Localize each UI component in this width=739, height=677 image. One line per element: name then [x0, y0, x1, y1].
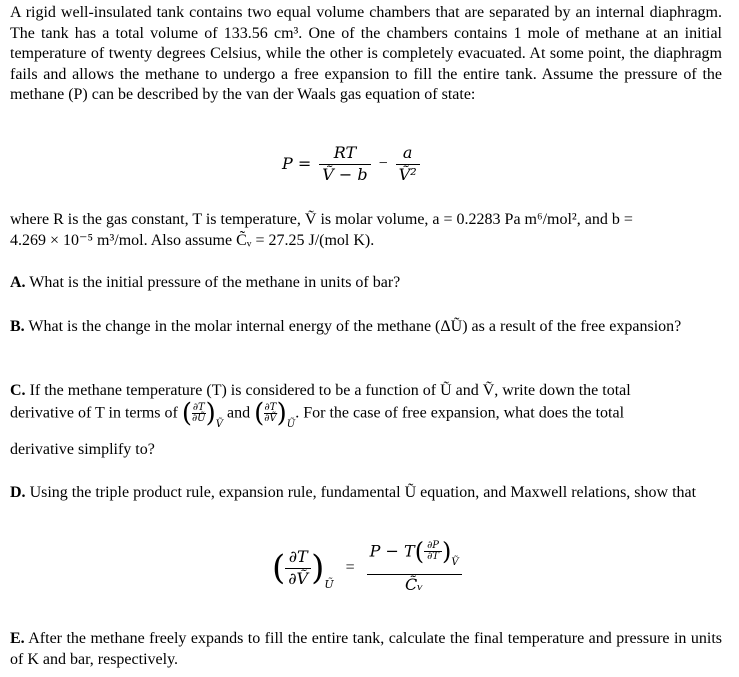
question-c-line-2: [10, 398, 722, 437]
d2-num: ∂T: [264, 402, 277, 413]
question-e-label: E.: [10, 630, 25, 647]
paren-open-2: (: [254, 398, 265, 429]
intro-paragraph: A rigid well-insulated tank contains two equal volume chambers that are separated by an internal diaphragm. The tank has a total volume of 133.56 cm³. One of the chambers contains 1 mole of methane at an initial temperature of twenty degrees Celsius, while the other is completely evacuated. At some point, the diaphragm fails and allows the methane to undergo a free expansion to fill the entire tank. Assume the pressure of the methane (P) can be described by the van der Waals gas equation of state:: [10, 4, 722, 103]
lhs-fraction: [285, 547, 311, 589]
d2-sub: Ũ: [286, 419, 296, 431]
question-c-post: . For the case of free expansion, what does the total: [295, 404, 625, 422]
question-e-text: After the methane freely expands to fill the entire tank, calculate the final temperature and pressure in units of K and bar, respectively.: [10, 630, 722, 668]
d2-den: ∂Ṽ: [264, 413, 277, 424]
d1-den: ∂Ũ: [191, 413, 206, 424]
rhs-num-a: P − T: [369, 541, 415, 561]
vdw-fraction-2: [396, 143, 420, 185]
question-e: [10, 629, 722, 670]
vdw-minus: −: [378, 154, 388, 172]
paren-open-1: (: [181, 398, 192, 429]
paren-close-2: ): [276, 398, 287, 429]
vdw-lhs: P =: [282, 153, 312, 173]
question-c-pre: derivative of T in terms of: [10, 404, 178, 422]
rhs-inner-num: ∂P: [427, 540, 439, 551]
question-a-text: What is the initial pressure of the methane in units of bar?: [29, 274, 401, 291]
question-a-label: A.: [10, 274, 26, 291]
joule-coefficient-equation: [272, 537, 462, 611]
rhs-fraction: [367, 537, 462, 595]
question-c-and: and: [226, 404, 251, 422]
question-a: [10, 273, 722, 294]
where-line-2: 4.269 × 10⁻⁵ m³/mol. Also assume C̃ᵥ = 27.25 J/(mol K).: [10, 232, 375, 249]
rhs-numerator: [367, 537, 462, 574]
question-d: [10, 483, 722, 504]
partial-t-v: [264, 403, 276, 424]
rhs-denominator: C̃ᵥ: [367, 574, 462, 596]
equation-equals: =: [345, 558, 355, 576]
question-b-label: B.: [10, 318, 25, 335]
question-d-label: D.: [10, 484, 26, 501]
question-b-text: What is the change in the molar internal energy of the methane (ΔŨ) as a result of the free expansion?: [28, 318, 682, 335]
rhs-inner-sub: Ṽ: [451, 557, 459, 569]
vdw-den2: Ṽ²: [396, 164, 420, 186]
vdw-equation: [282, 143, 420, 185]
lhs-den: ∂Ṽ: [285, 568, 311, 590]
d1-num: ∂T: [192, 402, 205, 413]
vdw-num1: RT: [333, 143, 357, 162]
rhs-paren-close: ): [441, 537, 452, 566]
partial-p-t: [424, 541, 442, 562]
lhs-paren-open: (: [272, 547, 286, 588]
lhs-paren-close: ): [311, 547, 325, 588]
rhs-inner-den: ∂T: [424, 551, 442, 562]
partial-t-u: [192, 403, 206, 424]
question-c-label: C.: [10, 382, 26, 399]
vdw-den1: Ṽ − b: [319, 164, 370, 186]
rhs-paren-open: (: [414, 537, 425, 566]
vdw-num2: a: [402, 143, 413, 162]
question-c-line1-text: If the methane temperature (T) is considered to be a function of Ũ and Ṽ, write down the total: [29, 382, 631, 399]
question-c-line-3: derivative simplify to?: [10, 441, 155, 458]
lhs-num: ∂T: [288, 547, 308, 567]
question-c-line-1: [10, 381, 722, 402]
question-d-text: Using the triple product rule, expansion rule, fundamental Ũ equation, and Maxwell relations, show that: [29, 484, 697, 501]
vdw-fraction-1: [319, 143, 370, 185]
question-b: [10, 317, 722, 338]
lhs-sub: Ũ: [324, 577, 334, 591]
paren-close-1: ): [205, 398, 216, 429]
where-line-1: where R is the gas constant, T is temperature, Ṽ is molar volume, a = 0.2283 Pa m⁶/mol², and b =: [10, 211, 633, 228]
d1-sub: Ṽ: [215, 419, 223, 431]
